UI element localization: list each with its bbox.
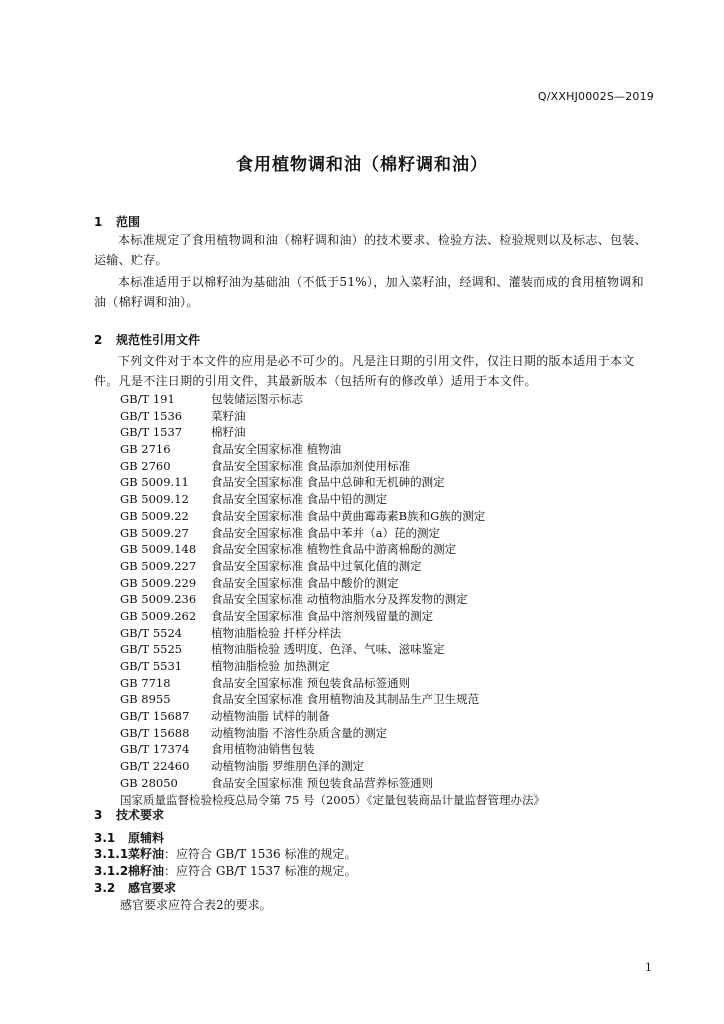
reference-code: GB/T 5524 (120, 625, 183, 640)
page-number: 1 (645, 961, 652, 974)
reference-item-decree: 国家质量监督检验检疫总局令第 75 号（2005）《定量包装商品计量监督管理办法》 (120, 792, 545, 807)
reference-name: 食品安全国家标准 食品中铅的测定 (211, 492, 388, 507)
reference-name: 包装储运图示标志 (211, 392, 303, 406)
reference-code: GB 5009.12 (120, 492, 189, 507)
reference-item (120, 591, 545, 608)
subsection-title: 菜籽油 (128, 847, 165, 861)
reference-name: 食品安全国家标准 预包装食品标签通则 (211, 675, 411, 690)
subsection-number: 3.2 (94, 881, 116, 895)
reference-code: GB 5009.236 (120, 592, 197, 607)
reference-item (120, 608, 545, 625)
reference-name: 植物油脂检验 扦样分样法 (211, 625, 342, 640)
subsection-number: 3.1 (94, 831, 116, 845)
reference-name: 植物油脂检验 加热测定 (211, 659, 330, 673)
reference-code: GB 5009.11 (120, 475, 189, 490)
subsection-number: 3.1.1 (94, 847, 129, 861)
reference-name: 食品安全国家标准 植物性食品中游离棉酚的测定 (211, 542, 457, 557)
subsection-title: 棉籽油 (128, 864, 165, 878)
subsection-3-1-2 (94, 862, 356, 879)
reference-code: GB 5009.227 (120, 558, 197, 573)
reference-item (120, 691, 545, 708)
reference-item (120, 541, 545, 558)
reference-item (120, 658, 545, 675)
reference-item (120, 625, 545, 642)
subsection-text: ：应符合 GB/T 1537 标准的规定。 (164, 864, 357, 878)
document-title: 食用植物调和油（棉籽调和油） (236, 155, 488, 175)
normative-references-paragraph: 下列文件对于本文件的应用是必不可少的。凡是注日期的引用文件，仅注日期的版本适用于本文件。凡是不注日期的引用文件，其最新版本（包括所有的修改单）适用于本文件。 (94, 354, 635, 388)
reference-code: GB 5009.148 (120, 542, 197, 557)
scope-paragraph-1: 本标准规定了食用植物调和油（棉籽调和油）的技术要求、检验方法、检验规则以及标志、包装、运输、贮存。 (94, 233, 647, 267)
section-number: 2 (94, 333, 103, 347)
reference-code: GB/T 5531 (120, 659, 183, 673)
reference-name: 动植物油脂 不溶性杂质含量的测定 (211, 725, 388, 740)
reference-list (120, 391, 545, 808)
reference-code: GB/T 1537 (120, 425, 183, 440)
subsection-title: 感官要求 (128, 881, 177, 895)
reference-name: 食品安全国家标准 食品添加剂使用标准 (211, 458, 411, 473)
reference-code: GB 5009.22 (120, 508, 189, 523)
reference-name: 动植物油脂 罗维朋色泽的测定 (211, 759, 365, 774)
reference-code: GB 8955 (120, 692, 171, 707)
reference-name: 菜籽油 (211, 408, 246, 423)
reference-name: 食品安全国家标准 食用植物油及其制品生产卫生规范 (211, 692, 480, 707)
reference-item (120, 675, 545, 692)
reference-code: GB/T 191 (120, 392, 175, 406)
reference-code: GB/T 17374 (120, 742, 190, 757)
reference-name: 食用植物油销售包装 (211, 742, 315, 757)
section-2-heading (94, 331, 200, 348)
reference-item (120, 474, 545, 491)
sensory-requirements-text: 感官要求应符合表2的要求。 (120, 898, 272, 912)
reference-name: 食品安全国家标准 预包装食品营养标签通则 (211, 775, 434, 790)
reference-item (120, 458, 545, 475)
section-title: 规范性引用文件 (116, 333, 201, 347)
reference-item (120, 575, 545, 592)
section-number: 1 (94, 215, 103, 229)
reference-item (120, 391, 545, 408)
reference-name: 棉籽油 (211, 425, 246, 440)
reference-item (120, 508, 545, 525)
reference-item (120, 441, 545, 458)
reference-name: 食品安全国家标准 植物油 (211, 442, 342, 457)
reference-code: GB 7718 (120, 675, 171, 690)
reference-code: GB/T 15687 (120, 709, 190, 724)
subsection-3-2 (94, 879, 176, 896)
reference-item (120, 408, 545, 425)
section-title: 技术要求 (116, 808, 165, 822)
reference-name: 动植物油脂 试样的制备 (211, 709, 330, 724)
reference-item (120, 725, 545, 742)
reference-code: GB 5009.27 (120, 525, 189, 540)
section-3-heading (94, 806, 164, 823)
reference-code: GB/T 1536 (120, 408, 183, 423)
reference-item (120, 491, 545, 508)
reference-code: GB/T 5525 (120, 642, 183, 657)
section-title: 范围 (116, 215, 141, 229)
reference-code: GB 2716 (120, 442, 171, 457)
reference-name: 食品安全国家标准 动植物油脂水分及挥发物的测定 (211, 592, 468, 607)
reference-name: 食品安全国家标准 食品中黄曲霉毒素B族和G族的测定 (211, 508, 486, 523)
reference-name: 植物油脂检验 透明度、色泽、气味、滋味鉴定 (211, 642, 445, 657)
reference-code: GB/T 22460 (120, 759, 190, 774)
subsection-3-1-1 (94, 845, 356, 862)
reference-code: GB/T 15688 (120, 725, 190, 740)
reference-code: GB 28050 (120, 775, 178, 790)
reference-name: 食品安全国家标准 食品中苯并（a）芘的测定 (211, 525, 441, 540)
reference-code: GB 5009.229 (120, 575, 197, 590)
subsection-3-1 (94, 829, 164, 846)
section-1-heading (94, 213, 140, 230)
reference-item (120, 741, 545, 758)
reference-name: 食品安全国家标准 食品中总砷和无机砷的测定 (211, 475, 445, 490)
reference-code: GB 5009.262 (120, 608, 197, 623)
reference-item (120, 775, 545, 792)
reference-name: 食品安全国家标准 食品中酸价的测定 (211, 575, 399, 590)
standard-code: Q/XXHJ0002S—2019 (537, 90, 654, 103)
subsection-title: 原辅料 (128, 831, 165, 845)
reference-item (120, 558, 545, 575)
reference-name: 食品安全国家标准 食品中溶剂残留量的测定 (211, 608, 434, 623)
reference-item (120, 525, 545, 542)
reference-item (120, 758, 545, 775)
reference-item (120, 708, 545, 725)
subsection-text: ：应符合 GB/T 1536 标准的规定。 (164, 847, 357, 861)
reference-code: GB 2760 (120, 458, 171, 473)
reference-item (120, 641, 545, 658)
reference-name: 食品安全国家标准 食品中过氧化值的测定 (211, 558, 422, 573)
section-number: 3 (94, 808, 103, 822)
scope-paragraph-2: 本标准适用于以棉籽油为基础油（不低于51%），加入菜籽油，经调和、灌装而成的食用植物调和油（棉籽调和油）。 (94, 275, 644, 309)
subsection-number: 3.1.2 (94, 864, 129, 878)
reference-item (120, 424, 545, 441)
